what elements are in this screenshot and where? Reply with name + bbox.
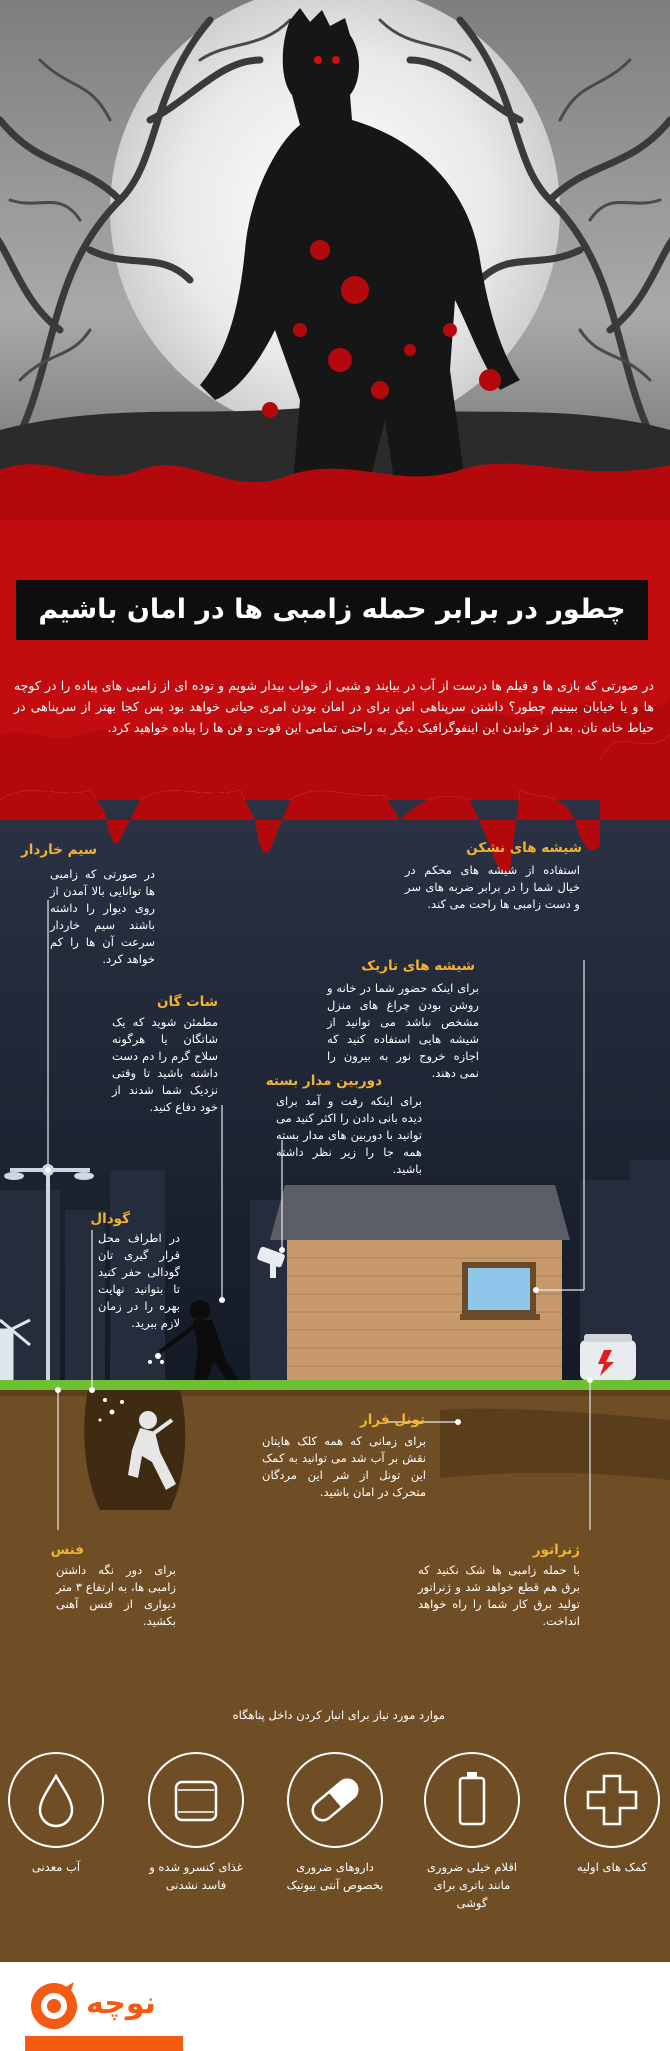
tip-unbreakable-glass-text: استفاده از شیشه های محکم در خیال شما را در برابر ضربه های سر و دست زامبی ها راحت می کند. [405,863,580,911]
supply-label: آب معدنی [31,1860,81,1874]
brand-name: نوچه [86,1986,156,2021]
water-drop-icon [8,1752,104,1848]
supply-label: داروهای ضروری بخصوص آنتی بیوتیک [286,1860,384,1892]
supply-canned-food [146,1752,246,1894]
tip-fence-title: فنس [50,1542,84,1558]
supply-label: اقلام خیلی ضروری مانند باتری برای گوشی [426,1860,518,1910]
tip-unbreakable-glass-title: شیشه های نشکن [466,840,582,856]
tip-shotgun-text: مطمئن شوید که یک شاتگان یا هرگونه سلاح گرم را دم دست داشته باشید تا وقتی نزدیک شما شدند از خود دفاع کنید. [112,1015,218,1114]
generator-icon [580,1334,636,1380]
brand-logo-icon [28,1980,80,2032]
brand-logo [28,1980,188,2032]
canned-food-icon [148,1752,244,1848]
tip-cctv-text: برای اینکه رفت و آمد برای دیده بانی دادن را اکثر کنید می توانید با دوربین های مدار بسته همه جا را زیر نظر داشته باشید. [276,1094,422,1176]
house-icon [270,1185,570,1380]
supply-label: غذای کنسرو شده و فاسد نشدنی [149,1860,243,1892]
supplies-title: موارد مورد نیاز برای انبار کردن داخل پناهگاه [232,1708,445,1722]
page-title: چطور در برابر حمله زامبی ها در امان باشیم [38,594,626,625]
supply-first-aid [562,1752,662,1876]
tip-generator-title: ژنراتور [532,1542,580,1558]
first-aid-icon [564,1752,660,1848]
tip-shotgun-title: شات گان [156,994,218,1010]
supply-label: کمک های اولیه [576,1860,648,1874]
tip-tinted-glass-text: برای اینکه حضور شما در خانه و روشن بودن چراغ های منزل مشخص نباشد می توانید از شیشه هایی استفاده کنید که اجازه خروج نور به بیرون را نمی دهند. [327,981,479,1080]
tip-tinted-glass-title: شیشه های تاریک [361,958,475,974]
tip-barbed-wire-title: سیم خاردار [21,842,97,858]
battery-icon [424,1752,520,1848]
intro-text: در صورتی که بازی ها و فیلم ها درست از آب در بیایند و شبی از خواب بیدار شویم و توده ای از زامبی های پیاده را در کوچه ها و یا خیابان ببینیم چطور؟ داشتن سرپناهی امن برای در امان بودن امری حیاتی خواهد بود پس کجا بهتر از سرپناهی در حیاط خانه تان. بعد از خواندن این اینفوگرافیک دیگر به راحتی تمامی این فوت و فن ها را پیاده خواهید کرد. [14,678,654,735]
supply-battery [422,1752,522,1912]
tip-escape-tunnel-title: تونل فرار [360,1412,425,1428]
supply-medicine [285,1752,385,1894]
tip-pit-text: در اطراف محل قرار گیری تان گودالی حفر کنید تا بتوانید نهایت بهره را در زمان لازم ببرید. [98,1231,180,1330]
tip-escape-tunnel-text: برای زمانی که همه کلک هایتان نقش بر آب شد می توانید به کمک این تونل از شر این مردگان متحرک در امان باشید. [262,1434,426,1499]
tip-cctv-title: دوربین مدار بسته [265,1073,382,1089]
supply-water [6,1752,106,1876]
tip-barbed-wire-text: در صورتی که زامبی ها توانایی بالا آمدن از روی دیوار را داشته باشند سیم خاردار سرعت آن ها را کم خواهد کرد. [50,867,155,966]
tip-generator-text: با حمله زامبی ها شک نکنید که برق هم قطع خواهد شد و ژنراتور تولید برق کار شما را راه خواهد انداخت. [418,1563,580,1628]
tip-fence-text: برای دور نگه داشتن زامبی ها، به ارتفاع ۳ متر دیواری از فنس آهنی بکشید. [56,1563,176,1628]
tip-pit-title: گودال [90,1211,130,1227]
pill-icon [287,1752,383,1848]
